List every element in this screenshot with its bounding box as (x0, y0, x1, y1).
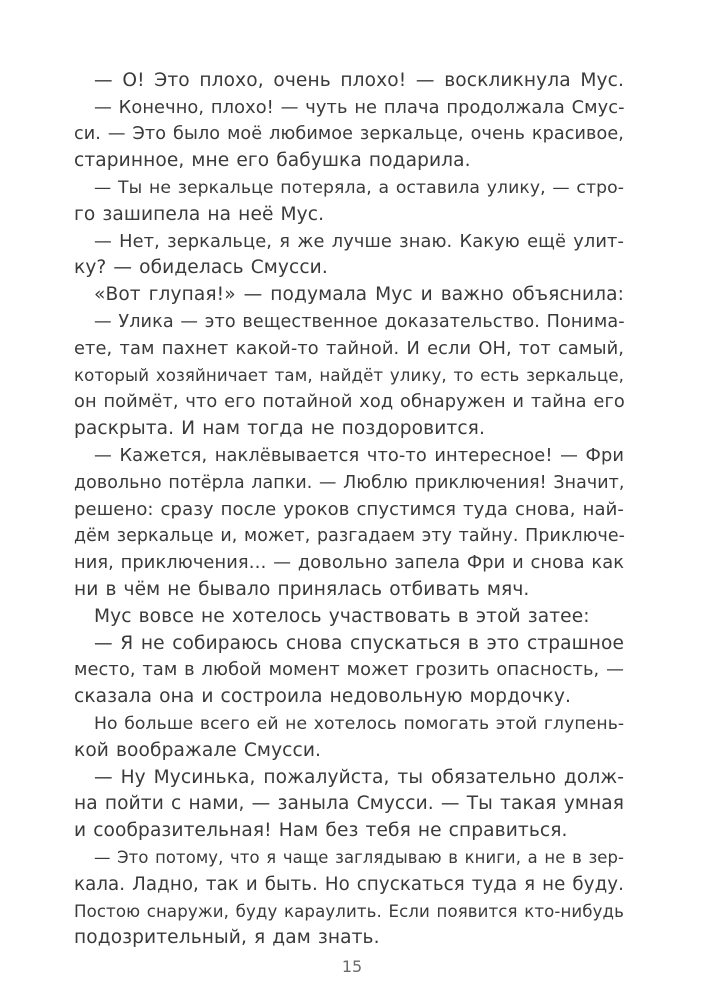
text-line: — Я не собираюсь снова спускаться в это страшное (94, 633, 624, 654)
text-line: си. — Это было моё любимое зеркальце, очень красивое, (74, 124, 624, 144)
text-line: раскрыта. И нам тогда не поздоровится. (74, 418, 485, 439)
text-line: — Ты не зеркальце потеряла, а оставила улику, — стро- (94, 178, 624, 198)
text-line: — О! Это плохо, очень плохо! — воскликнула Мус. (94, 70, 624, 91)
text-line: Мус вовсе не хотелось участвовать в этой затее: (94, 606, 590, 627)
text-line: — Улика — это вещественное доказательство. Понима- (94, 312, 625, 332)
page-number: 15 (341, 957, 363, 976)
text-line: — Кажется, наклёвывается что-то интересное! — Фри (94, 445, 624, 466)
text-line: старинное, мне его бабушка подарила. (74, 150, 471, 171)
text-line: сказала она и состроила недовольную мордочку. (74, 686, 572, 707)
text-line: ни в чём не бывало принялась отбивать мяч. (74, 579, 530, 600)
text-line: ку? — обиделась Смусси. (74, 257, 328, 278)
text-line: ния, приключения… — довольно запела Фри и снова как (74, 552, 625, 573)
text-line: он поймёт, что его потайной ход обнаружен и тайна его (74, 391, 625, 412)
text-line: который хозяйничает там, найдёт улику, то есть зеркальце, (74, 366, 624, 385)
text-line: кала. Ладно, так и быть. Но спускаться туда я не буду. (74, 874, 624, 895)
text-line: довольно потёрла лапки. — Люблю приключения! Значит, (74, 473, 625, 493)
text-line: го зашипела на неё Мус. (74, 204, 325, 225)
text-line: ете, там пахнет какой-то тайной. И если ОН, тот самый, (74, 338, 624, 359)
text-line: и сообразительная! Нам без тебя не справиться. (74, 820, 568, 841)
text-line: Но больше всего ей не хотелось помогать этой глупень- (94, 714, 625, 734)
text-line: Постою снаружи, буду караулить. Если появится кто-нибудь (74, 902, 624, 921)
text-line: — Это потому, что я чаще заглядываю в книги, а не в зер- (94, 848, 624, 867)
text-line: место, там в любой момент может грозить опасность, — (74, 659, 624, 680)
text-line: кой воображале Смусси. (74, 740, 322, 761)
text-line: дём зеркальце и, может, разгадаем эту тайну. Приключе- (74, 526, 626, 546)
text-line: — Нет, зеркальце, я же лучше знаю. Какую ещё улит- (94, 231, 624, 252)
text-line: «Вот глупая!» — подумала Мус и важно объяснила: (94, 284, 624, 305)
text-line: — Конечно, плохо! — чуть не плача продолжала Смус- (94, 97, 625, 118)
text-line: решено: сразу после уроков спустимся туда снова, най- (74, 499, 624, 520)
text-line: на пойти с нами, — заныла Смусси. — Ты такая умная (74, 793, 624, 814)
text-line: подозрительный, я дам знать. (74, 927, 380, 948)
text-line: — Ну Мусинька, пожалуйста, ты обязательно долж- (94, 767, 624, 788)
